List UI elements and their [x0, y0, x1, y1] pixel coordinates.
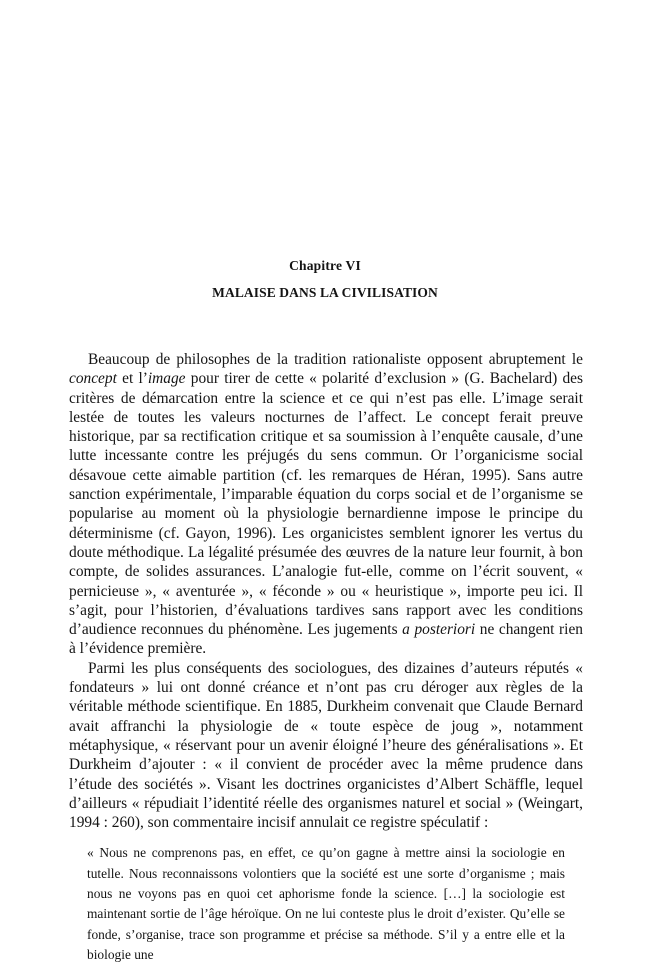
text-segment: Parmi les plus conséquents des sociologues, des dizaines d’auteurs réputés « fondateurs » lui ont donné créance et n’ont pas cru déroger aux règles de la véritable méthode scientifique. En 1885, Durkheim convenait que Claude Bernard avait affranchi la physiologie de « toute espèce de joug », notamment métaphysique, « réservant pour un avenir éloigné l’heure des généralisations ». Et Durkheim d’ajouter : « il convient de procéder avec la même prudence dans l’étude des sociétés ». Visant les doctrines organicistes d’Albert Schäffle, lequel d’ailleurs « répudiait l’identité réelle des organismes naturel et social » (Weingart, 1994 : 260), son commentaire incisif annulait ce registre spéculatif : [69, 659, 583, 832]
italic-term: image [147, 370, 186, 388]
italic-term: a posteriori [402, 621, 476, 639]
body-text [69, 350, 583, 965]
chapter-number: Chapitre VI [289, 258, 361, 273]
paragraph [69, 350, 583, 659]
chapter-title: MALAISE DANS LA CIVILISATION [212, 285, 438, 300]
text-segment: et l’ [116, 370, 148, 388]
paragraph [69, 659, 583, 833]
text-segment: Beaucoup de philosophes de la tradition rationaliste opposent abruptement le [88, 351, 583, 368]
text-segment: ne changent rien à l’évidence première. [69, 621, 583, 658]
text-segment: pour tirer de cette « polarité d’exclusion » (G. Bachelard) des critères de démarcation entre la science et ce qui n’est pas elle. L’image serait lestée de toutes les valeurs nocturnes de l’affect. Le concept ferait preuve historique, par sa rectification critique et sa soumission à l’enquête causale, d’une lutte incessante contre les préjugés du sens commun. Or l’organicisme social désavoue cette aimable partition (cf. les remarques de Héran, 1995). Sans autre sanction expérimentale, l’imparable équation du corps social et de l’organisme se popularise au moment où la physiologie bernardienne impose le principe du déterminisme (cf. Gayon, 1996). Les organicistes semblent ignorer les vertus du doute méthodique. La légalité présumée des œuvres de la nature leur fournit, à bon compte, de solides assurances. L’analogie fut-elle, comme on l’écrit souvent, « pernicieuse », « aventurée », « féconde » ou « heuristique », importe peu ici. Il s’agit, pour l’historien, d’évaluations tardives sans rapport avec les conditions d’audience reconnues du phénomène. Les jugements [69, 370, 583, 639]
italic-term: concept [69, 370, 117, 388]
block-quote: « Nous ne comprenons pas, en effet, ce qu’on gagne à mettre ainsi la sociologie en tutelle. Nous reconnaissons volontiers que la société est une sorte d’organisme ; mais nous ne voyons pas en quoi cet aphorisme fonde la science. […] la sociologie est maintenant sortie de l’âge héroïque. On ne lui conteste plus le droit d’exister. Qu’elle se fonde, s’organise, trace son programme et précise sa méthode. S’il y a entre elle et la biologie une [87, 845, 565, 962]
